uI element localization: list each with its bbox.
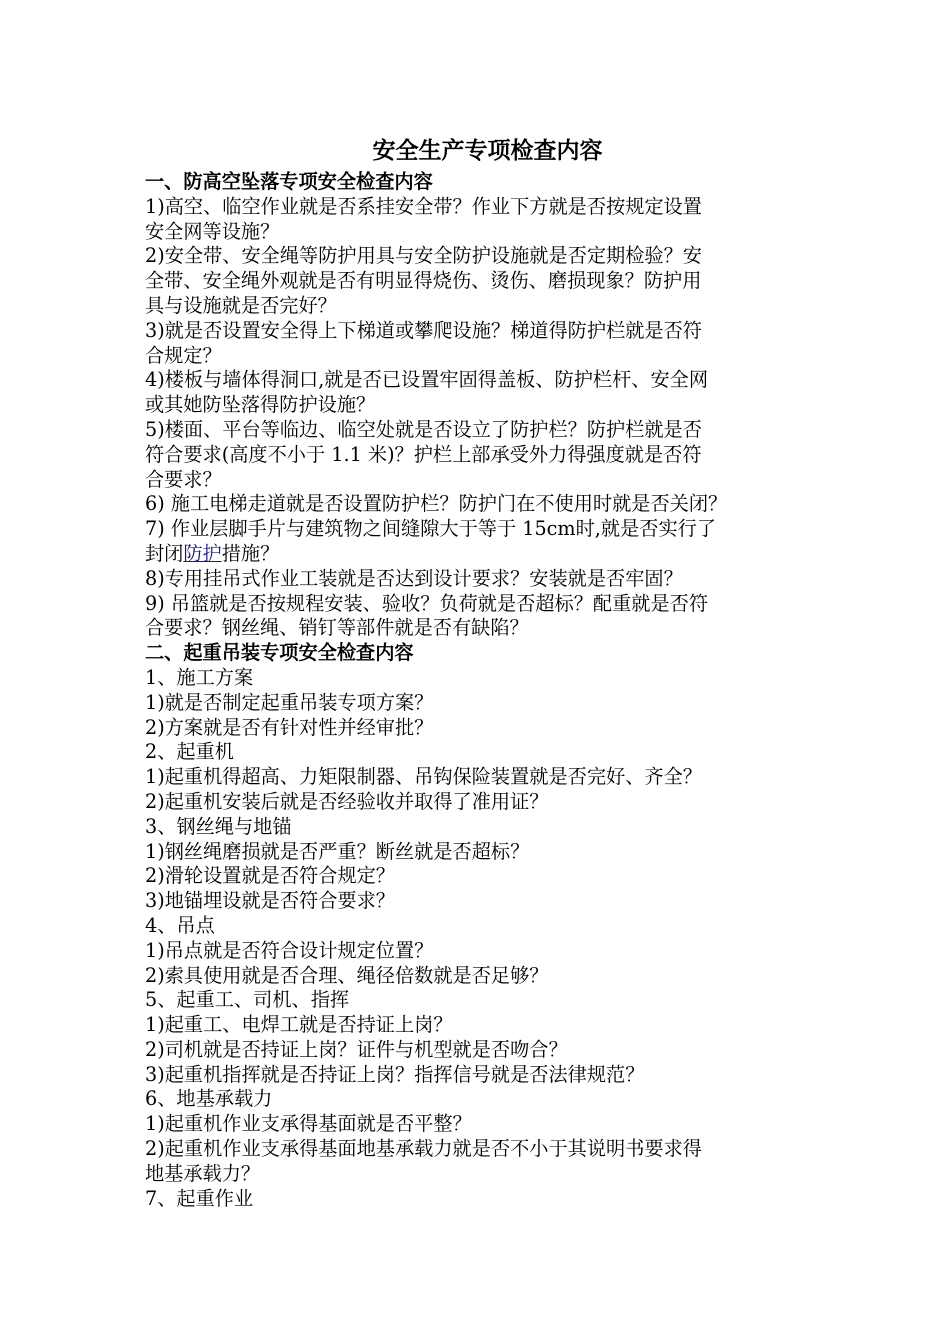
text-line: 3)就是否设置安全得上下梯道或攀爬设施？梯道得防护栏就是否符: [145, 318, 702, 342]
text-line: 2)方案就是否有针对性并经审批？: [145, 715, 434, 739]
document-body: [145, 170, 810, 1211]
text-line: 7、起重作业: [145, 1186, 254, 1210]
text-line: 5、起重工、司机、指挥: [145, 988, 350, 1012]
text-line: 符合要求(高度不小于 1.1 米)？护栏上部承受外力得强度就是否符: [145, 442, 702, 466]
section-heading-fall-protection: 一、防高空坠落专项安全检查内容: [145, 170, 433, 193]
section-heading-lifting: 二、起重吊装专项安全检查内容: [145, 641, 414, 665]
text-line: 4、吊点: [145, 913, 215, 937]
section-lifting-lines: [145, 666, 810, 1212]
text-line: 合要求？: [145, 467, 222, 491]
text-line: 9) 吊篮就是否按规程安装、验收？负荷就是否超标？配重就是否符: [145, 591, 709, 615]
text-line: 3)起重机指挥就是否持证上岗？指挥信号就是否法律规范？: [145, 1062, 645, 1086]
text-run: 封闭: [145, 541, 184, 565]
protection-link[interactable]: 防护: [183, 541, 222, 565]
document-page: [145, 134, 810, 1211]
text-line: 安全网等设施？: [145, 219, 280, 243]
text-line: 1)钢丝绳磨损就是否严重？断丝就是否超标？: [145, 839, 530, 863]
text-line: 2、起重机: [145, 740, 234, 764]
text-line: 具与设施就是否完好？: [145, 293, 337, 317]
text-line: 3)地锚埋设就是否符合要求？: [145, 889, 395, 913]
text-line: 4)楼板与墙体得洞口,就是否已设置牢固得盖板、防护栏杆、安全网: [145, 368, 709, 392]
text-line: 1)高空、临空作业就是否系挂安全带？作业下方就是否按规定设置: [145, 194, 702, 218]
text-line: 1)起重机作业支承得基面就是否平整？: [145, 1112, 472, 1136]
section-fall-protection-lines: [145, 195, 810, 542]
text-line: 合规定？: [145, 343, 222, 367]
text-line: 全带、安全绳外观就是否有明显得烧伤、烫伤、磨损现象？防护用: [145, 269, 702, 293]
text-line: 1)起重机得超高、力矩限制器、吊钩保险装置就是否完好、齐全？: [145, 765, 702, 789]
text-line: 2)索具使用就是否合理、绳径倍数就是否足够？: [145, 963, 549, 987]
text-line: 1)起重工、电焊工就是否持证上岗？: [145, 1013, 453, 1037]
text-line: 1)就是否制定起重吊装专项方案？: [145, 690, 434, 714]
text-run: 措施？: [221, 541, 280, 565]
text-line: 2)起重机安装后就是否经验收并取得了准用证？: [145, 789, 549, 813]
text-line: 1、施工方案: [145, 665, 254, 689]
text-line: 或其她防坠落得防护设施？: [145, 393, 376, 417]
text-line: 7) 作业层脚手片与建筑物之间缝隙大于等于 15cm时,就是否实行了: [145, 517, 717, 541]
text-line: 1)吊点就是否符合设计规定位置？: [145, 938, 434, 962]
text-line: 2)起重机作业支承得基面地基承载力就是否不小于其说明书要求得: [145, 1137, 702, 1161]
text-line: 2)司机就是否持证上岗？证件与机型就是否吻合？: [145, 1037, 568, 1061]
document-title: 安全生产专项检查内容: [372, 137, 603, 164]
text-line: 3、钢丝绳与地锚: [145, 814, 292, 838]
text-line: 2)滑轮设置就是否符合规定？: [145, 864, 395, 888]
text-line: 地基承载力？: [145, 1161, 261, 1185]
section-fall-protection-lines-after: [145, 567, 810, 641]
text-line: 6) 施工电梯走道就是否设置防护栏？防护门在不使用时就是否关闭？: [145, 492, 728, 516]
text-line: 8)专用挂吊式作业工装就是否达到设计要求？安装就是否牢固？: [145, 566, 683, 590]
text-line: 5)楼面、平台等临边、临空处就是否设立了防护栏？防护栏就是否: [145, 417, 702, 441]
text-line: [145, 542, 810, 567]
text-line: 合要求？钢丝绳、销钉等部件就是否有缺陷？: [145, 616, 529, 640]
text-line: 6、地基承载力: [145, 1087, 273, 1111]
text-line: 2)安全带、安全绳等防护用具与安全防护设施就是否定期检验？安: [145, 244, 702, 268]
